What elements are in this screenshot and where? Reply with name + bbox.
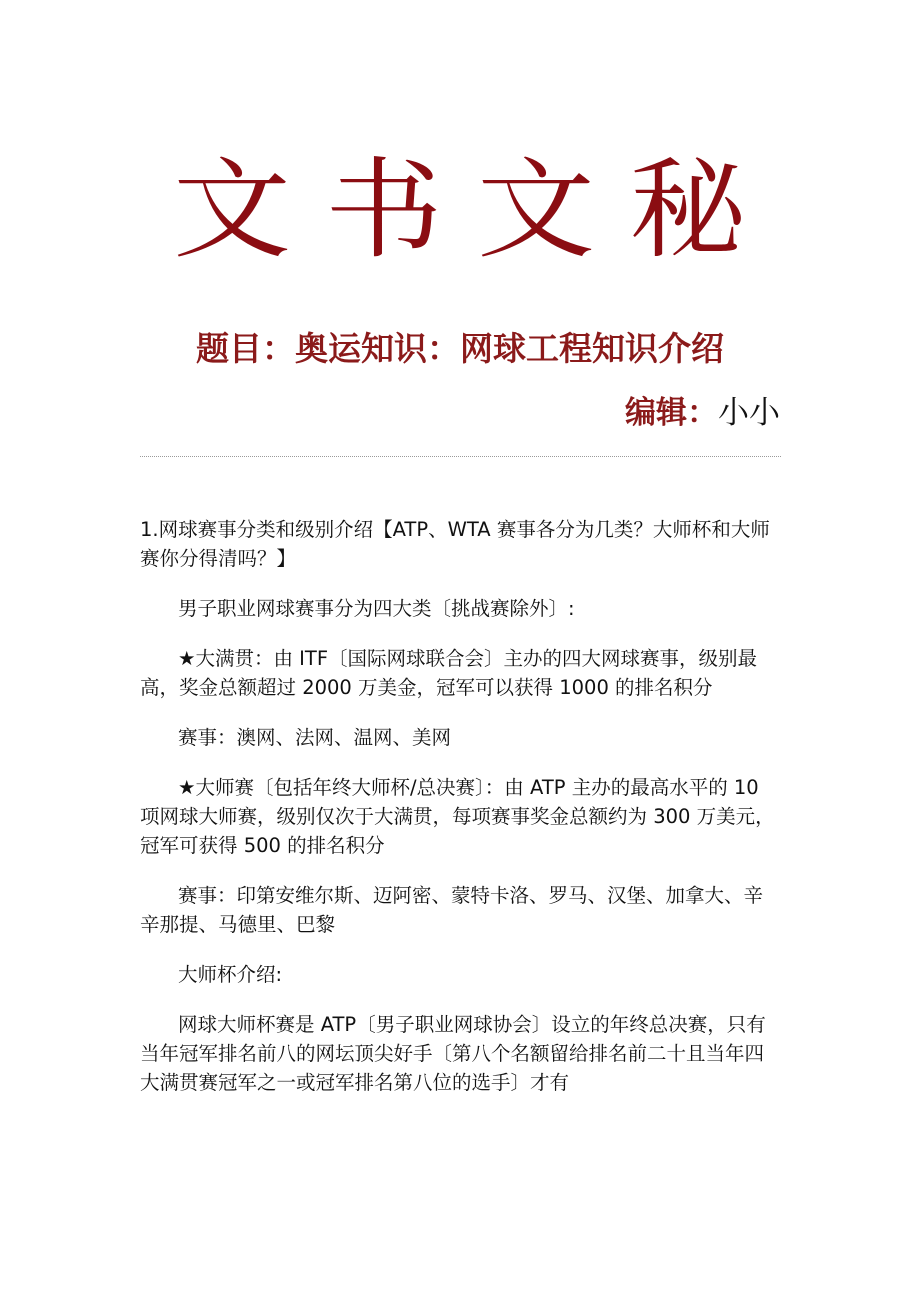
divider <box>140 456 781 457</box>
body-paragraph: 网球大师杯赛是 ATP〔男子职业网球协会〕设立的年终总决赛，只有当年冠军排名前八的网坛顶尖好手〔第八个名额留给排名前二十且当年四大满贯赛冠军之一或冠军排名第八位的选手〕才有 <box>140 1013 766 1094</box>
editor-line <box>625 392 780 434</box>
banner-title: 文书文秘 <box>172 146 781 274</box>
editor-label: 编辑： <box>625 395 718 431</box>
body-paragraph: 大师杯介绍: <box>178 963 283 986</box>
banner <box>0 140 920 280</box>
editor-name: 小小 <box>718 395 780 431</box>
document-title: 题目：奥运知识：网球工程知识介绍 <box>196 329 724 368</box>
body-paragraph: 赛事：澳网、法网、温网、美网 <box>178 726 452 749</box>
body-paragraph: ★大师赛〔包括年终大师杯/总决赛〕：由 ATP 主办的最高水平的 10 项网球大师赛，级别仅次于大满贯，每项赛事奖金总额约为 300 万美元，冠军可获得 500 的排名积分 <box>140 776 775 857</box>
document-body <box>140 515 780 1118</box>
body-paragraph: 赛事：印第安维尔斯、迈阿密、蒙特卡洛、罗马、汉堡、加拿大、辛辛那提、马德里、巴黎 <box>140 884 764 936</box>
body-paragraph: 男子职业网球赛事分为四大类〔挑战赛除外〕: <box>178 597 575 620</box>
section-heading: 1.网球赛事分类和级别介绍【ATP、WTA 赛事各分为几类？大师杯和大师赛你分得清吗？】 <box>140 518 770 570</box>
body-paragraph: ★大满贯：由 ITF〔国际网球联合会〕主办的四大网球赛事，级别最高，奖金总额超过 2000 万美金，冠军可以获得 1000 的排名积分 <box>140 647 758 699</box>
